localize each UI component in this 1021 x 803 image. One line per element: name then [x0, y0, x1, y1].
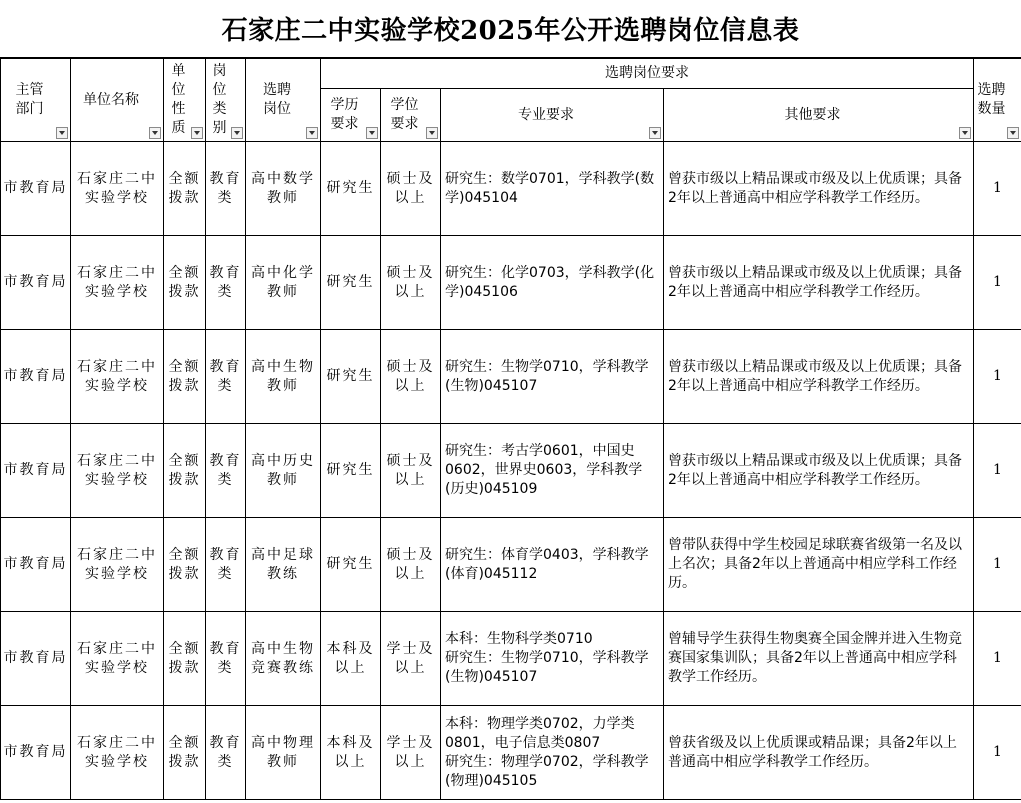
header-degree-label: 学位 要求	[390, 97, 419, 132]
cell-unit-nature: 全额拨款	[164, 236, 206, 330]
table-row	[1, 330, 1021, 424]
cell-post-category: 教育类	[206, 518, 246, 612]
cell-post-category: 教育类	[206, 706, 246, 800]
header-unit-name	[71, 59, 164, 142]
cell-post-category: 教育类	[206, 330, 246, 424]
filter-dropdown-icon[interactable]	[649, 127, 661, 139]
header-degree	[381, 89, 441, 142]
cell-department: 市教育局	[1, 330, 71, 424]
cell-other: 曾带队获得中学生校园足球联赛省级第一名及以上名次；具备2年以上普通高中相应学科工作经历。	[664, 518, 974, 612]
document-title: 石家庄二中实验学校2025年公开选聘岗位信息表	[0, 0, 1021, 58]
cell-post: 高中足球教练	[246, 518, 321, 612]
cell-department: 市教育局	[1, 142, 71, 236]
cell-degree: 学士及以上	[381, 706, 441, 800]
filter-dropdown-icon[interactable]	[426, 127, 438, 139]
header-unit-name-label: 单位名称	[83, 91, 139, 108]
cell-post: 高中化学教师	[246, 236, 321, 330]
filter-dropdown-icon[interactable]	[959, 127, 971, 139]
table-row	[1, 236, 1021, 330]
header-count-label: 选聘 数量	[977, 82, 1006, 117]
cell-post: 高中生物竞赛教练	[246, 612, 321, 706]
cell-major: 本科：物理学类0702，力学类0801，电子信息类0807 研究生：物理学0702，学科教学(物理)045105	[441, 706, 664, 800]
cell-count: 1	[974, 518, 1021, 612]
header-other	[664, 89, 974, 142]
cell-post-category: 教育类	[206, 424, 246, 518]
cell-department: 市教育局	[1, 612, 71, 706]
header-unit-nature-label: 单位 性质	[171, 63, 186, 136]
cell-other: 曾辅导学生获得生物奥赛全国金牌并进入生物竞赛国家集训队；具备2年以上普通高中相应学科教学工作经历。	[664, 612, 974, 706]
header-post	[246, 59, 321, 142]
cell-education: 本科及以上	[321, 612, 381, 706]
cell-other: 曾获市级以上精品课或市级及以上优质课；具备2年以上普通高中相应学科教学工作经历。	[664, 142, 974, 236]
header-requirements-group: 选聘岗位要求	[321, 59, 974, 89]
header-department	[1, 59, 71, 142]
filter-dropdown-icon[interactable]	[231, 127, 243, 139]
cell-education: 研究生	[321, 518, 381, 612]
cell-count: 1	[974, 236, 1021, 330]
cell-education: 研究生	[321, 330, 381, 424]
cell-unit-nature: 全额拨款	[164, 424, 206, 518]
cell-other: 曾获市级以上精品课或市级及以上优质课；具备2年以上普通高中相应学科教学工作经历。	[664, 236, 974, 330]
cell-unit-name: 石家庄二中实验学校	[71, 518, 164, 612]
cell-count: 1	[974, 330, 1021, 424]
cell-degree: 硕士及以上	[381, 424, 441, 518]
cell-major: 研究生：体育学0403，学科教学(体育)045112	[441, 518, 664, 612]
header-count	[974, 59, 1021, 142]
header-education-label: 学历 要求	[330, 97, 359, 132]
filter-dropdown-icon[interactable]	[366, 127, 378, 139]
header-major	[441, 89, 664, 142]
cell-post: 高中数学教师	[246, 142, 321, 236]
filter-dropdown-icon[interactable]	[306, 127, 318, 139]
header-other-label: 其他要求	[784, 106, 841, 123]
cell-degree: 硕士及以上	[381, 518, 441, 612]
table-row	[1, 706, 1021, 800]
cell-other: 曾获省级及以上优质课或精品课；具备2年以上普通高中相应学科教学工作经历。	[664, 706, 974, 800]
header-post-category	[206, 59, 246, 142]
cell-major: 研究生：数学0701，学科教学(数学)045104	[441, 142, 664, 236]
cell-unit-nature: 全额拨款	[164, 518, 206, 612]
cell-post: 高中历史教师	[246, 424, 321, 518]
cell-count: 1	[974, 612, 1021, 706]
cell-unit-nature: 全额拨款	[164, 330, 206, 424]
cell-unit-name: 石家庄二中实验学校	[71, 424, 164, 518]
cell-unit-nature: 全额拨款	[164, 142, 206, 236]
cell-major: 研究生：考古学0601，中国史0602，世界史0603，学科教学(历史)045109	[441, 424, 664, 518]
filter-dropdown-icon[interactable]	[1007, 127, 1019, 139]
cell-unit-name: 石家庄二中实验学校	[71, 142, 164, 236]
cell-department: 市教育局	[1, 236, 71, 330]
cell-education: 研究生	[321, 424, 381, 518]
table-row	[1, 424, 1021, 518]
table-row	[1, 518, 1021, 612]
cell-unit-name: 石家庄二中实验学校	[71, 330, 164, 424]
cell-degree: 硕士及以上	[381, 330, 441, 424]
cell-post-category: 教育类	[206, 236, 246, 330]
cell-department: 市教育局	[1, 706, 71, 800]
filter-dropdown-icon[interactable]	[191, 127, 203, 139]
cell-count: 1	[974, 142, 1021, 236]
cell-unit-nature: 全额拨款	[164, 612, 206, 706]
cell-degree: 硕士及以上	[381, 142, 441, 236]
cell-unit-name: 石家庄二中实验学校	[71, 236, 164, 330]
cell-post: 高中物理教师	[246, 706, 321, 800]
cell-major: 研究生：化学0703，学科教学(化学)045106	[441, 236, 664, 330]
cell-count: 1	[974, 706, 1021, 800]
cell-major: 本科：生物科学类0710 研究生：生物学0710，学科教学(生物)045107	[441, 612, 664, 706]
cell-unit-name: 石家庄二中实验学校	[71, 612, 164, 706]
cell-count: 1	[974, 424, 1021, 518]
cell-department: 市教育局	[1, 424, 71, 518]
header-unit-nature	[164, 59, 206, 142]
cell-other: 曾获市级以上精品课或市级及以上优质课；具备2年以上普通高中相应学科教学工作经历。	[664, 330, 974, 424]
table-row	[1, 142, 1021, 236]
cell-department: 市教育局	[1, 518, 71, 612]
header-education	[321, 89, 381, 142]
header-major-label: 专业要求	[518, 106, 574, 123]
cell-post-category: 教育类	[206, 142, 246, 236]
cell-education: 本科及以上	[321, 706, 381, 800]
cell-degree: 硕士及以上	[381, 236, 441, 330]
filter-dropdown-icon[interactable]	[56, 127, 68, 139]
filter-dropdown-icon[interactable]	[149, 127, 161, 139]
recruitment-table	[0, 58, 1021, 800]
cell-post-category: 教育类	[206, 612, 246, 706]
cell-education: 研究生	[321, 142, 381, 236]
cell-unit-nature: 全额拨款	[164, 706, 206, 800]
cell-post: 高中生物教师	[246, 330, 321, 424]
header-post-category-label: 岗位 类别	[212, 63, 227, 136]
header-post-label: 选聘 岗位	[263, 82, 291, 117]
cell-degree: 学士及以上	[381, 612, 441, 706]
cell-major: 研究生：生物学0710，学科教学(生物)045107	[441, 330, 664, 424]
cell-unit-name: 石家庄二中实验学校	[71, 706, 164, 800]
cell-education: 研究生	[321, 236, 381, 330]
cell-other: 曾获市级以上精品课或市级及以上优质课；具备2年以上普通高中相应学科教学工作经历。	[664, 424, 974, 518]
table-row	[1, 612, 1021, 706]
header-department-label: 主管 部门	[15, 82, 44, 117]
